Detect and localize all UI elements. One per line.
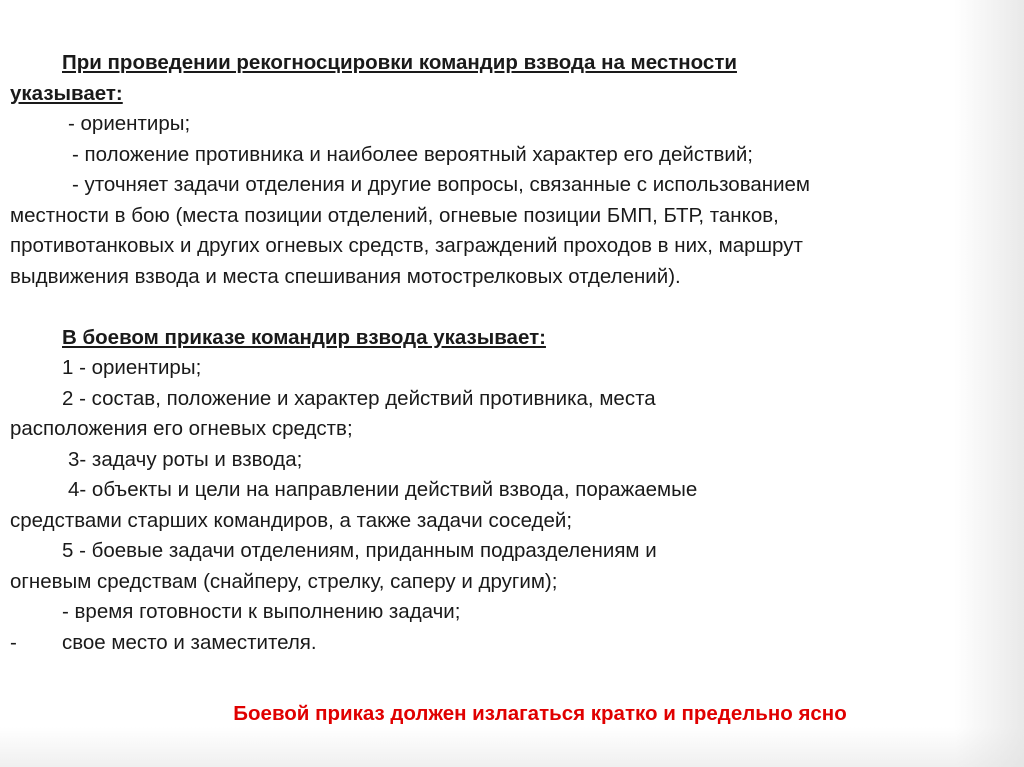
section1-heading-line1: При проведении рекогносцировки командир взвода на местности	[62, 51, 737, 74]
section1-continuation-line3: выдвижения взвода и места спешивания мотострелковых отделений).	[10, 264, 681, 288]
bottom-edge-shading	[0, 727, 1024, 767]
order-item-readiness: - время готовности к выполнению задачи;	[62, 600, 461, 623]
section1-continuation-line1: местности в бою (места позиции отделений, огневые позиции БМП, БТР, танков,	[10, 203, 779, 227]
order-item-4-continuation: средствами старших командиров, а также задачи соседей;	[10, 508, 573, 532]
order-item-5-continuation: огневым средствам (снайперу, стрелку, саперу и другим);	[10, 569, 558, 593]
section-spacer	[10, 292, 970, 323]
order-item-4: 4- объекты и цели на направлении действий взвода, поражаемые	[68, 478, 698, 501]
order-item-2-continuation: расположения его огневых средств;	[10, 417, 353, 440]
section1-item-enemy: - положение противника и наиболее вероятный характер его действий;	[72, 142, 753, 166]
section1-heading-line2: указывает:	[10, 81, 123, 105]
order-item-3: 3- задачу роты и взвода;	[68, 447, 303, 471]
section1-item-tasks: - уточняет задачи отделения и другие вопросы, связанные с использованием	[72, 173, 811, 196]
section1-continuation-line2: противотанковых и других огневых средств, заграждений проходов в них, маршрут	[10, 234, 803, 257]
order-item-1: 1 - ориентиры;	[62, 356, 202, 379]
order-item-deputy-text: свое место и заместителя.	[62, 630, 317, 654]
order-item-2: 2 - состав, положение и характер действий противника, места	[62, 386, 656, 410]
section1-item-landmarks: - ориентиры;	[68, 112, 191, 135]
order-item-deputy-dash: -	[10, 630, 17, 654]
order-item-5: 5 - боевые задачи отделениям, приданным подразделениям и	[62, 539, 657, 562]
conclusion-statement: Боевой приказ должен излагаться кратко и предельно ясно	[233, 702, 847, 725]
section2-heading: В боевом приказе командир взвода указывает:	[62, 325, 546, 349]
order-item-deputy	[10, 628, 970, 659]
slide-body	[10, 48, 970, 658]
